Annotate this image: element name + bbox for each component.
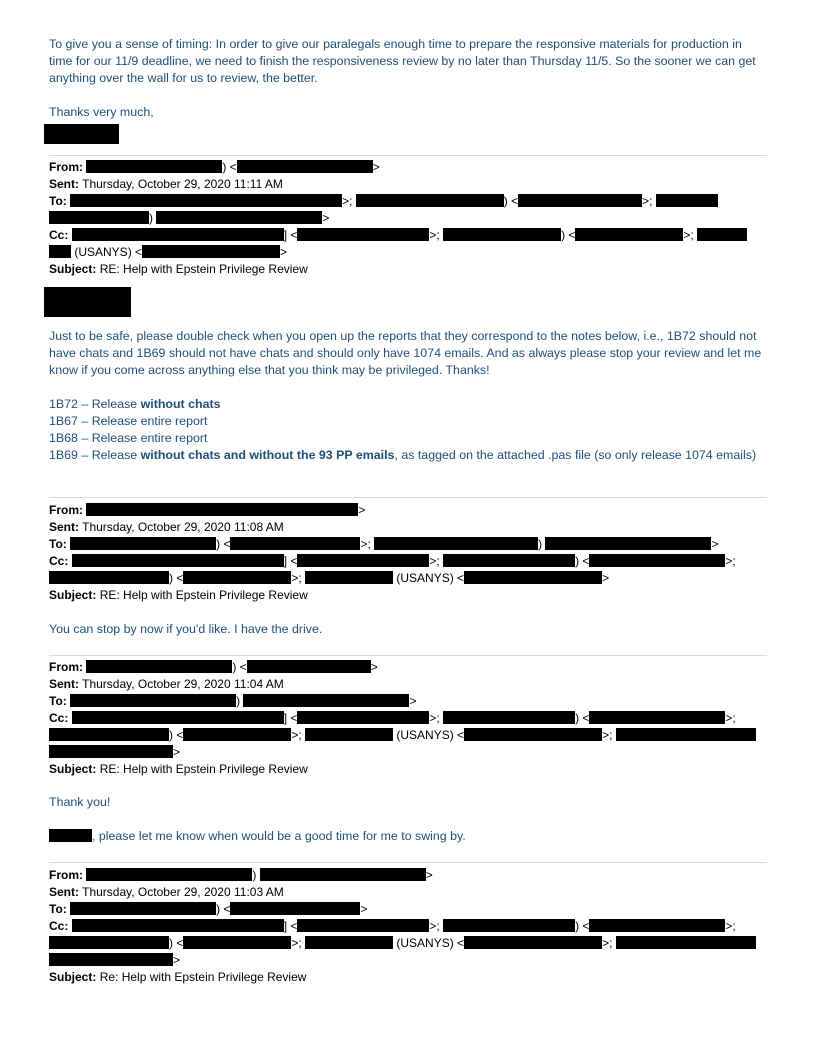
redaction (183, 571, 291, 584)
email2-from (49, 502, 365, 519)
subject-text: RE: Help with Epstein Privilege Review (99, 762, 308, 776)
email4-from (49, 867, 433, 884)
sent-date: Thursday, October 29, 2020 11:11 AM (82, 177, 283, 191)
punct: ) < (575, 919, 590, 933)
redaction (464, 571, 602, 584)
cc-label: Cc: (49, 919, 69, 933)
email3-subject (49, 761, 308, 778)
punct: ) (538, 537, 543, 551)
punct: >; (725, 554, 736, 568)
redaction (305, 936, 393, 949)
redaction (305, 571, 393, 584)
to-label: To: (49, 194, 67, 208)
usanys-text: (USANYS) < (396, 728, 465, 742)
punct: ) (149, 211, 153, 225)
punct: > (602, 571, 610, 585)
subject-text: RE: Help with Epstein Privilege Review (99, 588, 308, 602)
punct: > (358, 503, 366, 517)
redaction (49, 829, 92, 842)
email2-to (49, 536, 719, 553)
email1-to (49, 193, 718, 210)
redaction (443, 228, 561, 241)
email2-sent (49, 519, 284, 536)
punct: ] < (283, 228, 298, 242)
to-label: To: (49, 537, 67, 551)
redaction (86, 868, 252, 881)
redaction (49, 211, 149, 224)
email3-from (49, 659, 378, 676)
redaction (72, 228, 284, 241)
punct: > (370, 660, 378, 674)
email3-body1: Thank you! (49, 795, 111, 809)
usanys-text: (USANYS) < (396, 936, 465, 950)
sent-label: Sent: (49, 520, 79, 534)
redaction (518, 194, 642, 207)
item-suffix: , as tagged on the attached .pas file (so only release 1074 emails) (394, 448, 757, 462)
release-item-1b69 (49, 447, 809, 464)
punct: >; (725, 711, 736, 725)
email1-from (49, 159, 380, 176)
redaction (247, 660, 371, 673)
email3-to (49, 693, 416, 710)
punct: > (173, 953, 181, 967)
email4-cc (49, 918, 736, 935)
punct: >; (360, 537, 371, 551)
redaction (443, 919, 575, 932)
redaction (297, 919, 429, 932)
email3-body2 (49, 828, 765, 845)
signoff-text: Thanks very much, (49, 105, 154, 119)
punct: ) (252, 868, 257, 882)
redaction (443, 554, 575, 567)
punct: ) (236, 694, 241, 708)
punct: ) < (216, 537, 231, 551)
punct: > (173, 745, 181, 759)
redaction (230, 902, 360, 915)
punct: >; (291, 728, 302, 742)
email3-cc-cont (49, 727, 756, 744)
timing-paragraph: To give you a sense of timing: In order to give our paralegals enough time to prepare the responsive materials for production in time for our 11/9 deadline, we need to finish the responsiveness review by no later than Thursday 11/5. So the sooner we can get anything over the wall for us to review, the better. (49, 37, 756, 85)
sent-date: Thursday, October 29, 2020 11:08 AM (82, 520, 284, 534)
redaction (589, 711, 725, 724)
subject-text: RE: Help with Epstein Privilege Review (99, 262, 308, 276)
redaction (589, 919, 725, 932)
email3-cc (49, 710, 736, 727)
punct: >; (429, 919, 440, 933)
punct: > (372, 160, 380, 174)
redaction-salutation (44, 287, 131, 317)
redaction (86, 660, 232, 673)
redaction (49, 245, 71, 258)
redaction (183, 936, 291, 949)
redaction (70, 694, 236, 707)
body-text: , please let me know when would be a good time for me to swing by. (92, 829, 466, 843)
to-label: To: (49, 694, 67, 708)
redaction (374, 537, 538, 550)
redaction (49, 936, 169, 949)
redaction (70, 537, 216, 550)
redaction (156, 211, 322, 224)
redaction (656, 194, 718, 207)
email1-sent (49, 176, 283, 193)
punct: ] < (283, 711, 298, 725)
redaction (616, 936, 756, 949)
punct: >; (429, 711, 440, 725)
redaction (545, 537, 711, 550)
email1-to-cont (49, 210, 329, 227)
redaction (356, 194, 504, 207)
email1-subject (49, 261, 308, 278)
punct: >; (642, 194, 653, 208)
redaction (464, 936, 602, 949)
punct: ) < (216, 902, 231, 916)
sent-date: Thursday, October 29, 2020 11:04 AM (82, 677, 284, 691)
subject-label: Subject: (49, 970, 97, 984)
redaction (305, 728, 393, 741)
release-item-1b72 (49, 396, 765, 413)
redaction (297, 554, 429, 567)
punct: >; (602, 936, 613, 950)
redaction (49, 728, 169, 741)
redaction (142, 245, 280, 258)
punct: > (425, 868, 433, 882)
sent-label: Sent: (49, 677, 79, 691)
separator-rule (49, 862, 767, 863)
from-label: From: (49, 868, 83, 882)
item-text: 1B68 – Release entire report (49, 431, 208, 445)
redaction (49, 745, 173, 758)
separator-rule (49, 497, 767, 498)
sent-label: Sent: (49, 177, 79, 191)
sent-label: Sent: (49, 885, 79, 899)
redaction (464, 728, 602, 741)
redaction (72, 711, 284, 724)
redaction (297, 711, 429, 724)
email4-to (49, 901, 367, 918)
subject-text: Re: Help with Epstein Privilege Review (99, 970, 307, 984)
punct: >; (602, 728, 613, 742)
punct: ) < (169, 728, 184, 742)
redaction (697, 228, 747, 241)
punct: >; (429, 228, 440, 242)
redaction (589, 554, 725, 567)
separator-rule (49, 155, 767, 156)
release-item-1b67 (49, 413, 765, 430)
email2-cc (49, 553, 736, 570)
punct: > (409, 694, 417, 708)
email4-sent (49, 884, 284, 901)
redaction (49, 953, 173, 966)
punct: >; (291, 571, 302, 585)
email4-cc-cont (49, 935, 756, 952)
redaction (230, 537, 360, 550)
email4-cc-cont2 (49, 952, 180, 969)
redaction (70, 902, 216, 915)
item-bold: without chats and without the 93 PP emails (140, 448, 395, 462)
sent-date: Thursday, October 29, 2020 11:03 AM (82, 885, 284, 899)
redaction (86, 160, 222, 173)
email4-subject (49, 969, 306, 986)
redaction (86, 503, 358, 516)
punct: ) < (222, 160, 237, 174)
cc-label: Cc: (49, 554, 69, 568)
punct: ] < (283, 554, 298, 568)
punct: >; (291, 936, 302, 950)
punct: ) < (169, 936, 184, 950)
punct: ) < (561, 228, 576, 242)
to-label: To: (49, 902, 67, 916)
redaction (575, 228, 683, 241)
email1-cc (49, 227, 747, 244)
subject-label: Subject: (49, 262, 97, 276)
separator-rule (49, 655, 767, 656)
subject-label: Subject: (49, 588, 97, 602)
redaction (243, 694, 409, 707)
email2-cc-cont (49, 570, 609, 587)
punct: ] < (283, 919, 298, 933)
redaction (237, 160, 373, 173)
usanys-text: (USANYS) < (396, 571, 465, 585)
from-label: From: (49, 660, 83, 674)
redaction (297, 228, 429, 241)
item-text: 1B69 – Release (49, 448, 141, 462)
email2-body: You can stop by now if you'd like. I have the drive. (49, 622, 323, 636)
redaction (70, 194, 342, 207)
redaction (72, 554, 284, 567)
punct: >; (683, 228, 694, 242)
punct: > (280, 245, 288, 259)
item-text: 1B67 – Release entire report (49, 414, 208, 428)
punct: > (711, 537, 719, 551)
subject-label: Subject: (49, 762, 97, 776)
item-text: 1B72 – Release (49, 397, 141, 411)
email1-body: Just to be safe, please double check when you open up the reports that they correspond to the notes below, i.e., 1B72 should not have chats and 1B69 should not have chats and should only have 1074 emails. And as always please stop your review and let me know if you come across anything else that you think may be privileged. Thanks! (49, 329, 762, 377)
email3-cc-cont2 (49, 744, 180, 761)
redaction-signature (44, 124, 119, 144)
punct: > (360, 902, 368, 916)
punct: ) < (232, 660, 247, 674)
redaction (183, 728, 291, 741)
punct: >; (725, 919, 736, 933)
email1-cc-cont (49, 244, 287, 261)
redaction (49, 571, 169, 584)
punct: >; (429, 554, 440, 568)
punct: >; (342, 194, 353, 208)
email2-subject (49, 587, 308, 604)
punct: ) < (169, 571, 184, 585)
redaction (260, 868, 426, 881)
cc-label: Cc: (49, 711, 69, 725)
usanys-text: (USANYS) < (74, 245, 143, 259)
email3-sent (49, 676, 284, 693)
from-label: From: (49, 160, 83, 174)
redaction (616, 728, 756, 741)
punct: ) < (575, 554, 590, 568)
punct: > (322, 211, 330, 225)
item-bold: without chats (140, 397, 221, 411)
redaction (443, 711, 575, 724)
release-item-1b68 (49, 430, 765, 447)
redaction (72, 919, 284, 932)
from-label: From: (49, 503, 83, 517)
punct: ) < (575, 711, 590, 725)
punct: ) < (503, 194, 519, 208)
cc-label: Cc: (49, 228, 69, 242)
